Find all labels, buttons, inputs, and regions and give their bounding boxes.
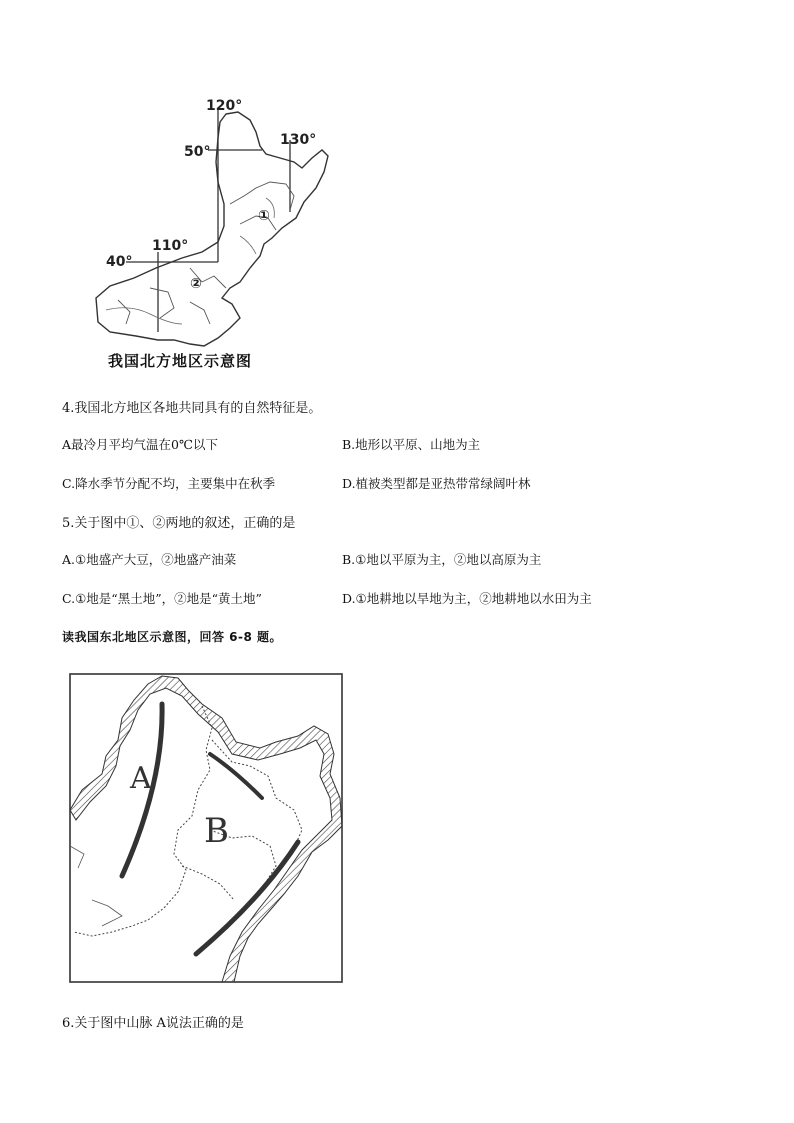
lat-50-label: 50° xyxy=(184,144,211,160)
question-4-option-c: C.降水季节分配不均，主要集中在秋季 xyxy=(62,476,276,491)
region-b-label: B xyxy=(204,811,229,851)
question-5-option-c: C.①地是“黑土地”，②地是“黄土地” xyxy=(62,591,262,606)
northern-china-map xyxy=(90,92,350,382)
lon-110-label: 110° xyxy=(152,238,189,254)
lon-120-label: 120° xyxy=(206,98,243,114)
question-5-option-b: B.①地以平原为主，②地以高原为主 xyxy=(342,552,542,567)
range-a-label: A xyxy=(130,761,152,796)
northeast-china-map xyxy=(62,670,346,986)
question-5-stem: 5.关于图中①、②两地的叙述，正确的是 xyxy=(62,516,296,531)
map1-caption: 我国北方地区示意图 xyxy=(108,352,253,370)
question-4-option-b: B.地形以平原、山地为主 xyxy=(342,437,481,452)
lat-40-label: 40° xyxy=(106,254,133,270)
lon-130-label: 130° xyxy=(280,132,317,148)
marker-2: ② xyxy=(190,276,202,292)
question-4-stem: 4.我国北方地区各地共同具有的自然特征是。 xyxy=(62,401,322,416)
question-4-option-d: D.植被类型都是亚热带常绿阔叶林 xyxy=(342,476,531,491)
marker-1: ① xyxy=(258,208,270,224)
question-5-option-a: A.①地盛产大豆，②地盛产油菜 xyxy=(62,552,237,567)
question-5-option-d: D.①地耕地以旱地为主，②地耕地以水田为主 xyxy=(342,591,592,606)
instruction-6-8: 读我国东北地区示意图，回答 6-8 题。 xyxy=(62,630,283,644)
question-4-option-a: A最冷月平均气温在0℃以下 xyxy=(62,437,218,452)
question-6-stem: 6.关于图中山脉 A说法正确的是 xyxy=(62,1016,244,1031)
